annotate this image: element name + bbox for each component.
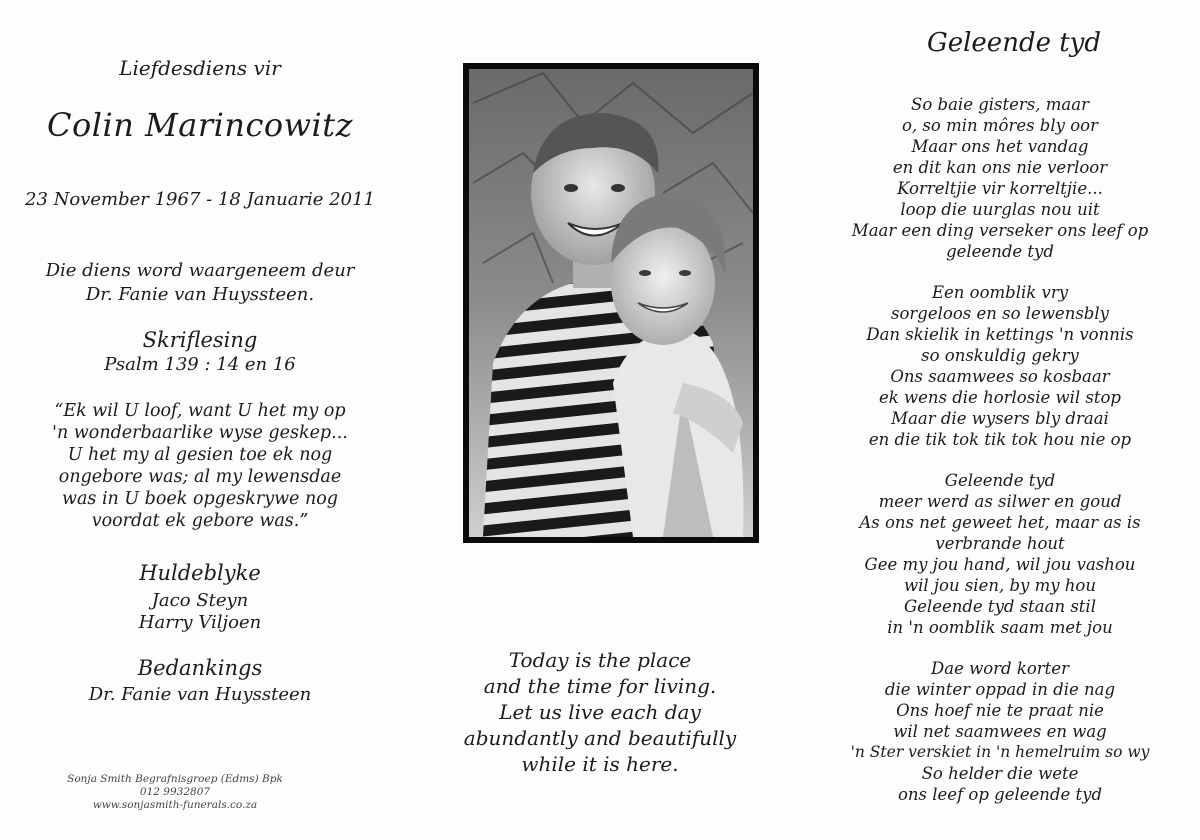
middle-quote-line: Today is the place	[508, 648, 692, 672]
poem-line: in 'n oomblik saam met jou	[887, 618, 1113, 637]
poem-line: loop die uurglas nou uit	[900, 200, 1100, 219]
service-heading: Liefdesdiens vir	[119, 56, 281, 80]
poem-line: So baie gisters, maar	[911, 95, 1089, 114]
poem-line: Korreltjie vir korreltjie...	[897, 179, 1103, 198]
reading-reference: Psalm 139 : 14 en 16	[104, 354, 296, 375]
poem-line: so onskuldig gekry	[921, 346, 1079, 365]
reading-quote-line: 'n wonderbaarlike wyse geskep...	[52, 423, 348, 443]
middle-quote-line: and the time for living.	[483, 674, 717, 698]
poem-line: en die tik tok tik tok hou nie op	[868, 430, 1132, 449]
poem-line: o, so min môres bly oor	[902, 116, 1098, 135]
reading-quote-line: “Ek wil U loof, want U het my op	[54, 401, 346, 421]
middle-quote-block	[400, 0, 800, 840]
reading-quote-line: was in U boek opgeskrywe nog	[61, 489, 338, 509]
tribute-name: Jaco Steyn	[151, 590, 249, 611]
poem-line: sorgeloos en so lewensbly	[891, 304, 1109, 323]
poem-line: Een oomblik vry	[931, 283, 1069, 302]
footer-company: Sonja Smith Begrafnisgroep (Edms) Bpk	[67, 773, 283, 785]
officiant-line-1: Die diens word waargeneem deur	[45, 260, 355, 281]
middle-quote-line: Let us live each day	[499, 700, 701, 724]
poem-line: verbrande hout	[935, 534, 1065, 553]
reading-quote-line: ongebore was; al my lewensdae	[58, 467, 342, 487]
poem-line: Maar ons het vandag	[911, 137, 1089, 156]
poem-line: en dit kan ons nie verloor	[892, 158, 1108, 177]
footer-phone: 012 9932807	[139, 786, 211, 798]
poem-line: Dae word korter	[931, 659, 1069, 678]
poem-line: geleende tyd	[946, 242, 1054, 261]
poem-line: ons leef op geleende tyd	[897, 785, 1103, 804]
poem-line: meer werd as silwer en goud	[878, 492, 1122, 511]
poem-line: Geleende tyd staan stil	[903, 597, 1096, 616]
poem-title: Geleende tyd	[926, 28, 1102, 58]
poem-line: Maar een ding verseker ons leef op	[851, 221, 1149, 240]
poem-line: 'n Ster verskiet in 'n hemelruim so wy	[850, 743, 1150, 761]
poem-line: Gee my jou hand, wil jou vashou	[864, 555, 1136, 574]
reading-title: Skriflesing	[142, 328, 258, 352]
poem-line: Maar die wysers bly draai	[891, 409, 1109, 428]
poem-line: Ons saamwees so kosbaar	[890, 367, 1110, 386]
service-details-column	[0, 0, 400, 840]
poem-line: So helder die wete	[921, 764, 1079, 783]
middle-quote-line: while it is here.	[521, 752, 679, 776]
reading-quote-line: voordat ek gebore was.”	[91, 511, 309, 531]
poem-line: ek wens die horlosie wil stop	[878, 388, 1121, 407]
thanks-name: Dr. Fanie van Huyssteen	[88, 684, 312, 705]
life-dates: 23 November 1967 - 18 Januarie 2011	[25, 189, 375, 210]
tributes-title: Huldeblyke	[139, 561, 261, 585]
poem-line: wil jou sien, by my hou	[904, 576, 1096, 595]
footer-website: www.sonjasmith-funerals.co.za	[92, 799, 258, 811]
poem-line: Ons hoef nie te praat nie	[896, 701, 1104, 720]
deceased-name: Colin Marincowitz	[46, 106, 353, 144]
tribute-name: Harry Viljoen	[138, 612, 262, 633]
officiant-line-2: Dr. Fanie van Huyssteen.	[85, 284, 315, 305]
poem-line: Dan skielik in kettings 'n vonnis	[866, 325, 1134, 344]
poem-line: As ons net geweet het, maar as is	[859, 513, 1141, 532]
middle-quote-line: abundantly and beautifully	[463, 726, 737, 750]
poem-line: die winter oppad in die nag	[884, 680, 1116, 699]
poem-line: wil net saamwees en wag	[893, 722, 1107, 741]
thanks-title: Bedankings	[137, 656, 263, 680]
poem-line: Geleende tyd	[944, 471, 1056, 490]
reading-quote-line: U het my al gesien toe ek nog	[67, 445, 333, 465]
poem-column	[800, 0, 1200, 840]
